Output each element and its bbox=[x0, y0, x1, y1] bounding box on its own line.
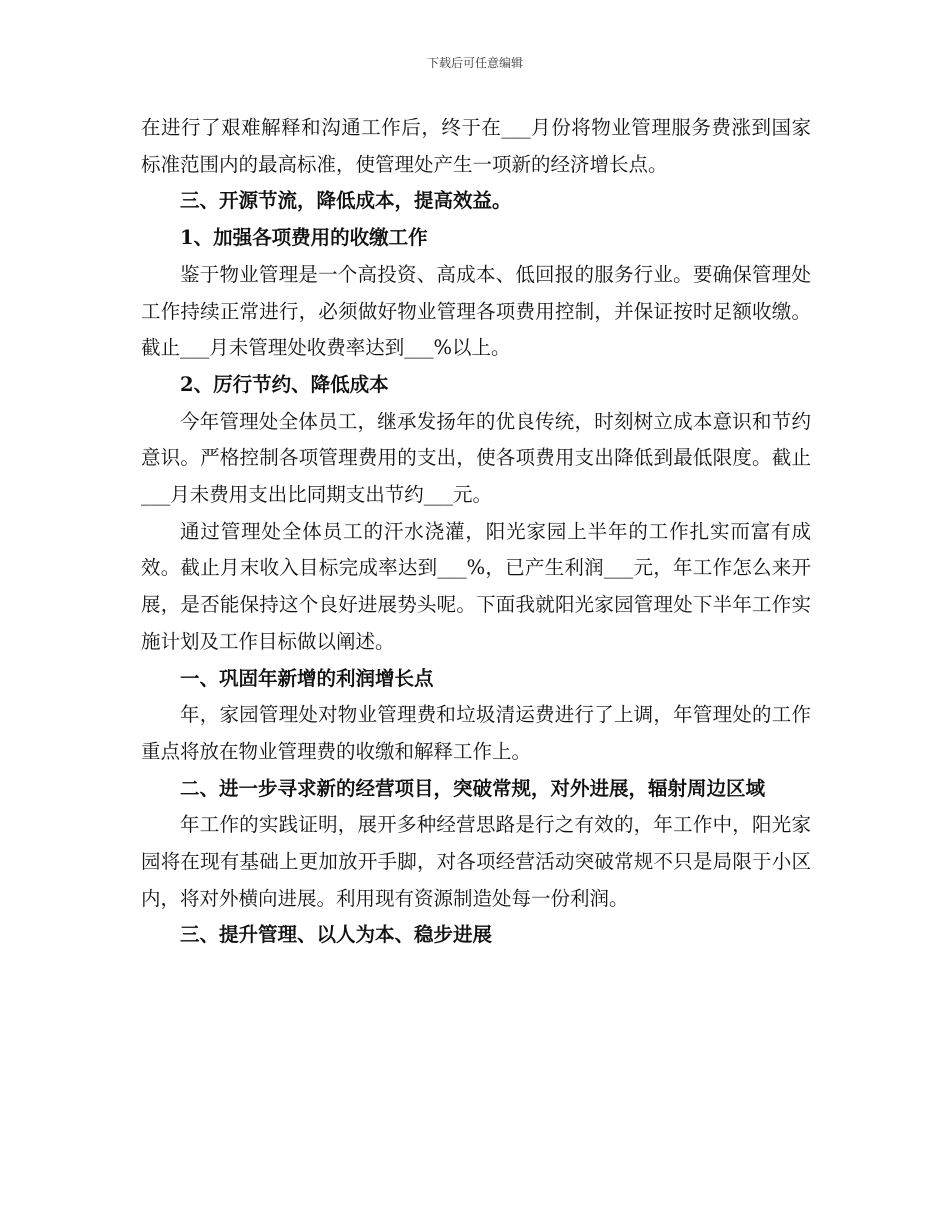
section-heading: 三、提升管理、以人为本、稳步进展 bbox=[180, 923, 493, 947]
document-body bbox=[141, 110, 811, 954]
paragraph: 今年管理处全体员工，继承发扬年的优良传统，时刻树立成本意识和节约意识。严格控制各项管理费用的支出，使各项费用支出降低到最低限度。截止___月未费用支出比同期支出节约___元。 bbox=[141, 409, 811, 507]
paragraph: 鉴于物业管理是一个高投资、高成本、低回报的服务行业。要确保管理处工作持续正常进行，必须做好物业管理各项费用控制，并保证按时足额收缴。截止___月未管理处收费率达到___%以上。 bbox=[141, 262, 811, 360]
subsection-heading: 1、加强各项费用的收缴工作 bbox=[180, 226, 428, 250]
paragraph: 在进行了艰难解释和沟通工作后，终于在___月份将物业管理服务费涨到国家标准范围内的最高标准，使管理处产生一项新的经济增长点。 bbox=[141, 116, 811, 176]
paragraph: 年工作的实践证明，展开多种经营思路是行之有效的，年工作中，阳光家园将在现有基础上更加放开手脚，对各项经营活动突破常规不只是局限于小区内，将对外横向进展。利用现有资源制造处每一份利润。 bbox=[141, 813, 811, 910]
section-heading: 一、巩固年新增的利润增长点 bbox=[180, 666, 434, 690]
section-heading: 三、开源节流，降低成本，提高效益。 bbox=[180, 189, 512, 213]
paragraph: 年，家园管理处对物业管理费和垃圾清运费进行了上调，年管理处的工作重点将放在物业管理费的收缴和解释工作上。 bbox=[141, 703, 811, 763]
subsection-heading: 2、厉行节约、降低成本 bbox=[180, 372, 389, 396]
page-header: 下载后可任意编辑 bbox=[426, 56, 523, 70]
paragraph: 通过管理处全体员工的汗水浇灌，阳光家园上半年的工作扎实而富有成效。截止月末收入目标完成率达到___%，已产生利润___元，年工作怎么来开展，是否能保持这个良好进展势头呢。下面我就阳光家园管理处下半年工作实施计划及工作目标做以阐述。 bbox=[141, 519, 811, 653]
section-heading: 二、进一步寻求新的经营项目，突破常规，对外进展，辐射周边区域 bbox=[180, 776, 766, 800]
